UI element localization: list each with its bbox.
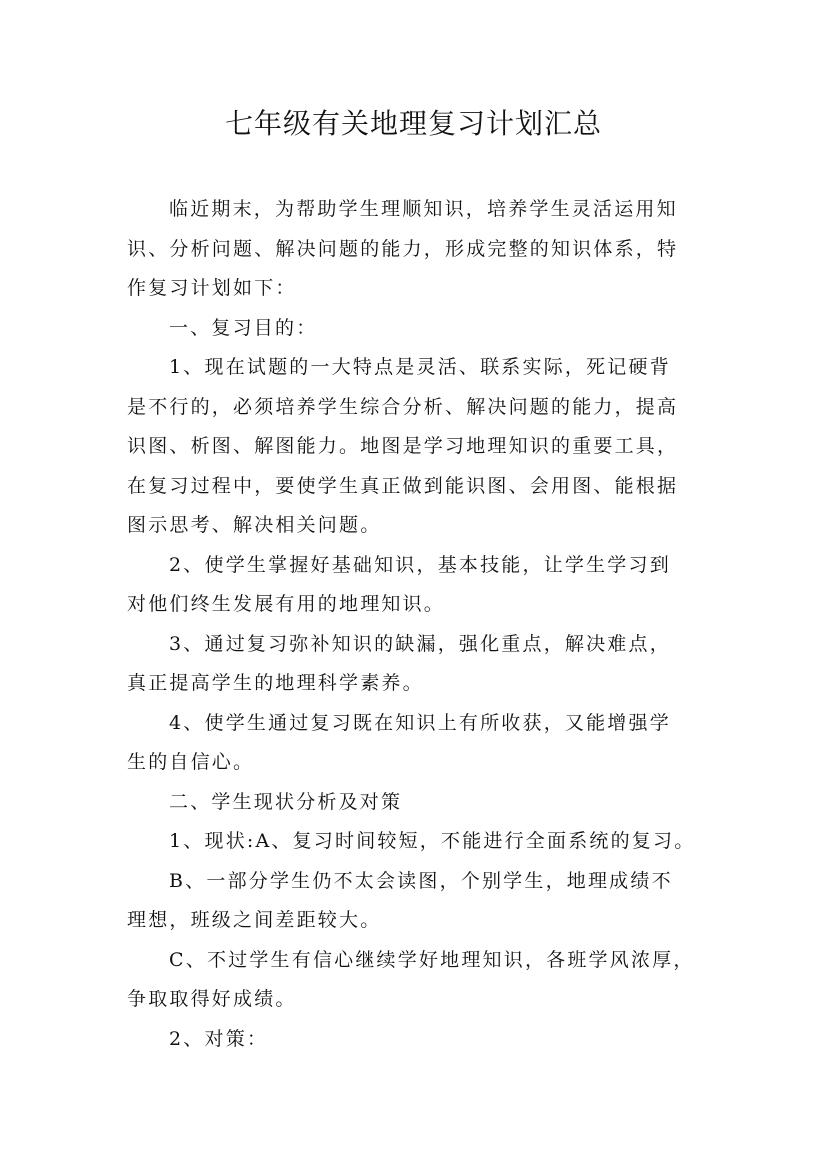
body-line: 识、分析问题、解决问题的能力，形成完整的知识体系，特 xyxy=(127,237,679,260)
body-line: 1、现状:A、复习时间较短，不能进行全面系统的复习。 xyxy=(169,830,696,852)
document-body xyxy=(127,190,702,1059)
body-line: 图示思考、解决相关问题。 xyxy=(127,514,382,536)
section-heading: 一、复习目的： xyxy=(169,316,318,339)
body-line: 真正提高学生的地理科学素养。 xyxy=(127,672,424,694)
body-line: 识图、析图、解图能力。地图是学习地理知识的重要工具， xyxy=(127,435,679,457)
body-line: 临近期末，为帮助学生理顺知识，培养学生灵活运用知 xyxy=(169,198,678,220)
body-line: C、不过学生有信心继续学好地理知识，各班学风浓厚， xyxy=(169,948,695,971)
body-line: 1、现在试题的一大特点是灵活、联系实际，死记硬背 xyxy=(169,356,671,378)
body-line: 作复习计划如下： xyxy=(127,277,297,299)
document-title: 七年级有关地理复习计划汇总 xyxy=(224,107,602,140)
body-line: B、一部分学生仍不太会读图，个别学生，地理成绩不 xyxy=(169,869,673,892)
body-line: 理想，班级之间差距较大。 xyxy=(127,909,382,931)
body-line: 是不行的，必须培养学生综合分析、解决问题的能力，提高 xyxy=(127,395,679,418)
body-line: 对他们终生发展有用的地理知识。 xyxy=(127,593,446,615)
body-line: 3、通过复习弥补知识的缺漏，强化重点，解决难点， xyxy=(169,632,671,655)
body-line: 在复习过程中，要使学生真正做到能识图、会用图、能根据 xyxy=(127,474,679,497)
body-line: 4、使学生通过复习既在知识上有所收获，又能增强学 xyxy=(169,711,671,734)
body-line: 生的自信心。 xyxy=(127,751,255,773)
body-line: 争取取得好成绩。 xyxy=(127,988,297,1010)
body-line: 2、对策： xyxy=(169,1027,269,1050)
section-heading: 二、学生现状分析及对策 xyxy=(169,790,403,813)
body-line: 2、使学生掌握好基础知识，基本技能，让学生学习到 xyxy=(169,553,671,576)
